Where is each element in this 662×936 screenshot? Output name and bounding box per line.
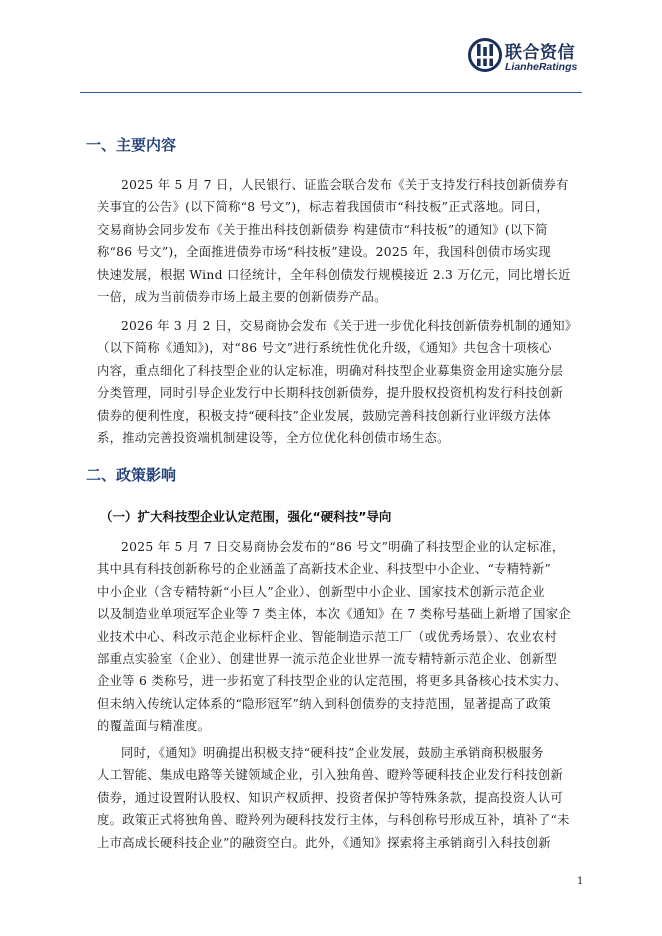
text-line: 一倍，成为当前债券市场上最主要的创新债券产品。	[97, 290, 387, 305]
text-line: 称“86 号文”)，全面推进债券市场“科技板”建设。2025 年，我国科创债市场实现	[97, 245, 551, 260]
text-line: 2025 年 5 月 7 日交易商协会发布的“86 号文”明确了科技型企业的认定标准，	[121, 540, 565, 554]
header-divider	[80, 92, 582, 93]
text-line: 同时，《通知》明确提出积极支持“硬科技”企业发展，鼓励主承销商积极服务	[121, 746, 544, 760]
page-number: 1	[577, 876, 584, 887]
text-line: 2026 年 3 月 2 日，交易商协会发布《关于进一步优化科技创新债券机制的通知》	[121, 319, 578, 333]
lianhe-logo-icon	[468, 38, 502, 72]
text-line: 交易商协会同步发布《关于推出科技创新债券 构建债市“科技板”的通知》(以下简	[97, 222, 548, 237]
text-line: 但未纳入传统认定体系的“隐形冠军”纳入到科创债券的支持范围，显著提高了政策	[97, 696, 552, 711]
text-line: 分类管理，同时引导企业发行中长期科技创新债券，提升股权投资机构发行科技创新	[97, 386, 564, 401]
paragraph-4	[97, 742, 577, 854]
section-heading-main-content: 一、主要内容	[86, 136, 177, 154]
text-line: 部重点实验室（企业）、创建世界一流示范企业世界一流专精特新示范企业、创新型	[97, 652, 557, 667]
text-line: 债券，通过设置附认股权、知识产权质押、投资者保护等特殊条款，提高投资人认可	[97, 790, 564, 805]
section-heading-policy-impact: 二、政策影响	[86, 466, 177, 484]
text-line: 企业等 6 类称号，进一步拓宽了科技型企业的认定范围，将更多具备核心技术实力、	[97, 674, 568, 689]
text-line: 其中具有科技创新称号的企业涵盖了高新技术企业、科技型中小企业、“专精特新”	[97, 562, 552, 577]
text-line: 以及制造业单项冠军企业等 7 类主体，本次《通知》在 7 类称号基础上新增了国家企	[97, 607, 571, 622]
text-line: 系，推动完善投资端机制建设等，全方位优化科创债市场生态。	[97, 431, 450, 446]
text-line: 快速发展，根据 Wind 口径统计，全年科创债发行规模接近 2.3 万亿元，同比增长近	[97, 267, 571, 282]
paragraph-1	[97, 174, 577, 308]
text-line: 的覆盖面与精准度。	[97, 719, 211, 734]
header-logo	[468, 38, 588, 78]
text-line: 内容，重点细化了科技型企业的认定标准，明确对科技型企业募集资金用途实施分层	[97, 363, 564, 378]
text-line: 中小企业（含专精特新“小巨人”企业）、创新型中小企业、国家技术创新示范企业	[97, 584, 545, 599]
text-line: （以下简称《通知》)，对“86 号文”进行系统性优化升级，《通知》共包含十项核心	[97, 341, 552, 356]
text-line: 上市高成长硬科技企业”的融资空白。此外，《通知》探索将主承销商引入科技创新	[97, 835, 551, 850]
text-line: 债券的便利性度，积极支持“硬科技”企业发展，鼓励完善科技创新行业评级方法体	[97, 408, 552, 423]
text-line: 业技术中心、科改示范企业标杆企业、智能制造示范工厂（或优秀场景）、农业农村	[97, 629, 557, 644]
text-line: 人工智能、集成电路等关键领域企业，引入独角兽、瞪羚等硬科技企业发行科技创新	[97, 768, 564, 783]
text-line: 度。政策正式将独角兽、瞪羚列为硬科技发行主体，与科创称号形成互补，填补了“未	[97, 813, 570, 828]
brand-name-en: LianheRatings	[505, 61, 578, 73]
text-line: 2025 年 5 月 7 日，人民银行、证监会联合发布《关于支持发行科技创新债券有	[121, 178, 569, 192]
subsection-heading: （一）扩大科技型企业认定范围，强化“硬科技”导向	[100, 509, 392, 524]
text-line: 关事宜的公告》(以下简称“8 号文”)，标志着我国债市“科技板”正式落地。同日，	[97, 200, 549, 215]
paragraph-3	[97, 536, 577, 738]
paragraph-2	[97, 315, 577, 449]
brand-name-cn: 联合资信	[505, 43, 575, 63]
